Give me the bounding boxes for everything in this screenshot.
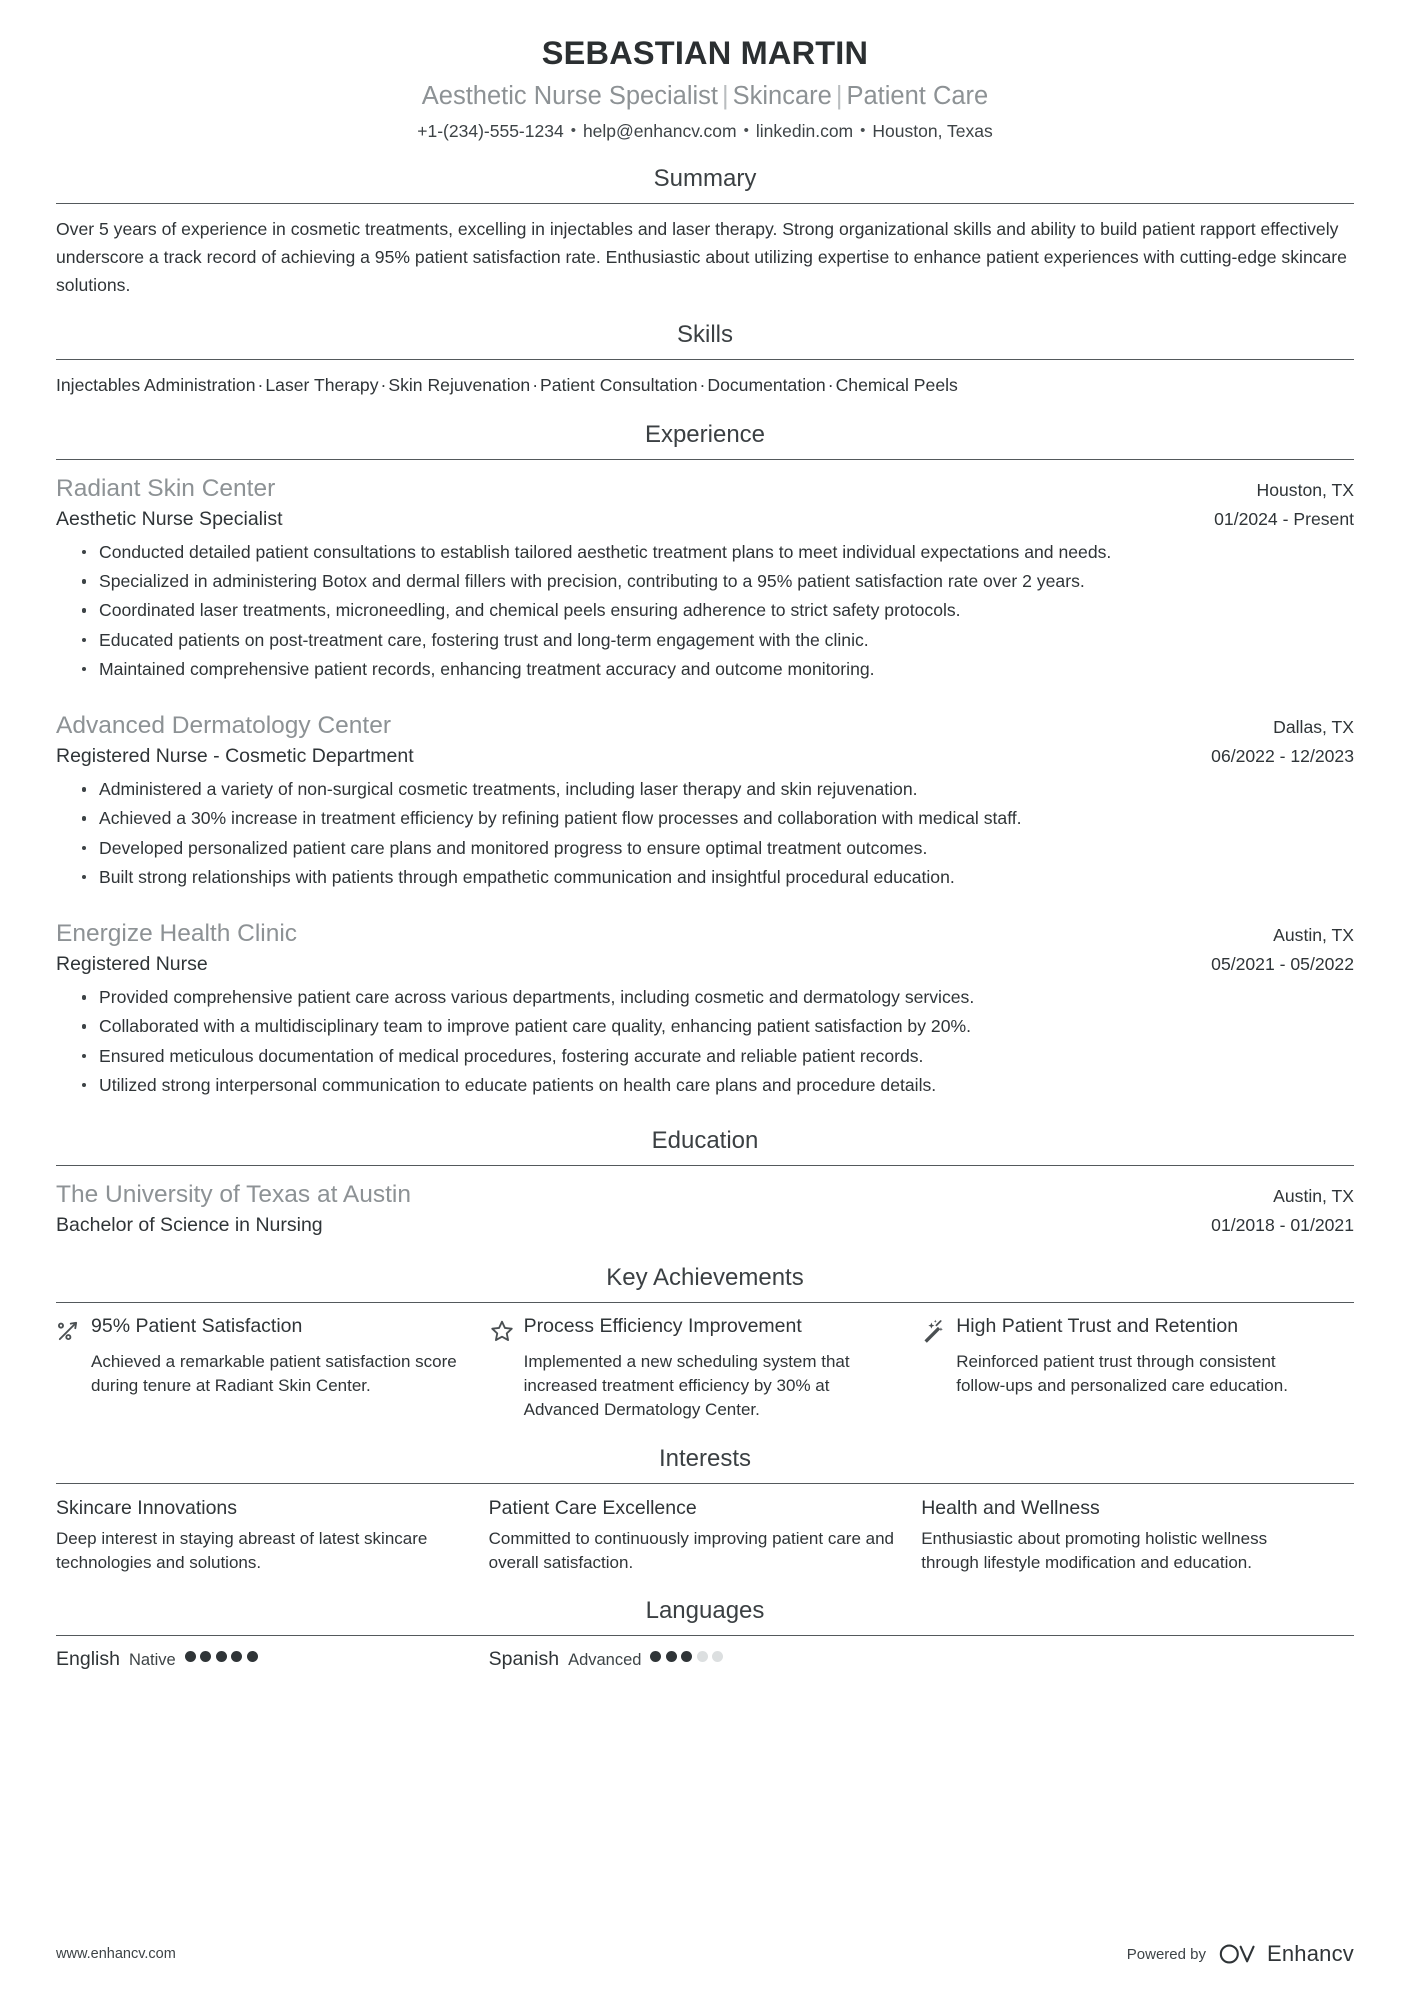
- headline-part-2: Skincare: [732, 81, 832, 110]
- language-item: [56, 1648, 489, 1671]
- skill-separator: ·: [380, 375, 387, 396]
- entry-role: Bachelor of Science in Nursing: [56, 1213, 323, 1236]
- entry-bullet: Maintained comprehensive patient records, enhancing treatment accuracy and outcome monitoring.: [82, 656, 1354, 682]
- entry-bullet: Conducted detailed patient consultations to establish tailored aesthetic treatment plans to meet individual expectations and needs.: [82, 539, 1354, 565]
- powered-by-label: Powered by: [1126, 1945, 1206, 1963]
- experience-entry: [56, 919, 1354, 1105]
- enhancv-mark-icon: [1218, 1941, 1260, 1967]
- footer-url[interactable]: www.enhancv.com: [56, 1946, 176, 1962]
- contact-website[interactable]: linkedin.com: [755, 121, 854, 142]
- star-outline-icon: [489, 1318, 515, 1344]
- interest-description: Committed to continuously improving patient care and overall satisfaction.: [488, 1528, 894, 1573]
- headline-part-1: Aesthetic Nurse Specialist: [421, 81, 718, 110]
- achievement-item: [921, 1315, 1354, 1422]
- entry-dates: 06/2022 - 12/2023: [1211, 745, 1354, 766]
- achievement-heading: [921, 1315, 1328, 1344]
- interest-item: [489, 1496, 922, 1576]
- section-title-languages: Languages: [645, 1597, 765, 1625]
- experience-entries: [56, 460, 1354, 1105]
- entry-role-row: [56, 505, 1354, 532]
- rating-dot-filled: [200, 1651, 211, 1662]
- page-footer: [56, 1941, 1354, 1967]
- skill-item: Laser Therapy: [265, 375, 379, 396]
- skill-item: Documentation: [707, 375, 826, 396]
- headline-separator-1: |: [722, 81, 729, 110]
- entry-bullet: Utilized strong interpersonal communication to educate patients on health care plans and procedure details.: [82, 1072, 1354, 1098]
- interest-description: Enthusiastic about promoting holistic wellness through lifestyle modification and education.: [921, 1528, 1268, 1573]
- skill-separator: ·: [532, 375, 539, 396]
- section-title-experience: Experience: [644, 420, 766, 448]
- achievement-description: Reinforced patient trust through consistent follow-ups and personalized care education.: [956, 1352, 1288, 1396]
- entry-bullet: Developed personalized patient care plans and monitored progress to ensure optimal treatment outcomes.: [82, 835, 1354, 861]
- entry-role: Registered Nurse: [56, 952, 208, 975]
- entry-bullet-list: [56, 776, 1354, 890]
- achievement-title: 95% Patient Satisfaction: [91, 1315, 303, 1338]
- achievements-grid: [56, 1315, 1354, 1422]
- language-level: Advanced: [568, 1651, 642, 1670]
- section-languages: [56, 1596, 1354, 1671]
- skill-item: Chemical Peels: [835, 375, 958, 396]
- entry-bullet-list: [56, 984, 1354, 1098]
- language-name: English: [56, 1648, 120, 1671]
- entry-location: Houston, TX: [1256, 479, 1354, 500]
- rating-dot-filled: [231, 1651, 242, 1662]
- entry-bullet: Ensured meticulous documentation of medical procedures, fostering accurate and reliable patient records.: [82, 1043, 1354, 1069]
- contact-separator-1: •: [570, 122, 576, 140]
- section-experience: [56, 420, 1354, 1105]
- entry-organization: Radiant Skin Center: [56, 474, 276, 502]
- entry-bullet-list: [56, 539, 1354, 682]
- rating-dot-filled: [666, 1651, 677, 1662]
- entry-bullet: Coordinated laser treatments, microneedling, and chemical peels ensuring adherence to strict safety protocols.: [82, 597, 1354, 623]
- section-title-skills: Skills: [676, 321, 733, 349]
- contact-location: Houston, Texas: [872, 121, 993, 142]
- contact-email[interactable]: help@enhancv.com: [582, 121, 737, 142]
- entry-location: Austin, TX: [1273, 1186, 1354, 1207]
- achievement-description: Implemented a new scheduling system that increased treatment efficiency by 30% at Advanced Dermatology Center.: [523, 1352, 850, 1420]
- skill-item: Patient Consultation: [540, 375, 698, 396]
- entry-location: Austin, TX: [1273, 925, 1354, 945]
- professional-headline: [56, 81, 1354, 112]
- headline-part-3: Patient Care: [846, 81, 989, 110]
- achievement-heading: [489, 1315, 896, 1344]
- page-title: SEBASTIAN MARTIN: [541, 35, 869, 71]
- resume-header: [56, 0, 1354, 143]
- section-key-achievements: [56, 1263, 1354, 1422]
- entry-org-row: [56, 474, 1354, 505]
- entry-role: Aesthetic Nurse Specialist: [56, 507, 283, 530]
- interests-grid: [56, 1496, 1354, 1576]
- skills-list: [56, 372, 1354, 398]
- entry-bullet: Collaborated with a multidisciplinary team to improve patient care quality, enhancing patient satisfaction by 20%.: [82, 1013, 1354, 1039]
- interest-description: Deep interest in staying abreast of latest skincare technologies and solutions.: [56, 1528, 428, 1573]
- section-title-education: Education: [651, 1127, 759, 1155]
- entry-org-row: [56, 1180, 1354, 1211]
- section-title-key-achievements: Key Achievements: [606, 1264, 804, 1292]
- section-interests: [56, 1444, 1354, 1576]
- entry-bullet: Educated patients on post-treatment care, fostering trust and long-term engagement with the clinic.: [82, 627, 1354, 653]
- enhancv-logo: [1218, 1941, 1354, 1967]
- achievement-description: Achieved a remarkable patient satisfaction score during tenure at Radiant Skin Center.: [91, 1352, 457, 1396]
- contact-phone: +1-(234)-555-1234: [417, 121, 564, 142]
- rating-dot-empty: [697, 1651, 708, 1662]
- section-title-summary: Summary: [653, 164, 757, 192]
- experience-entry: [56, 1180, 1354, 1242]
- interest-item: [56, 1496, 489, 1576]
- rating-dot-filled: [216, 1651, 227, 1662]
- entry-dates: 01/2018 - 01/2021: [1211, 1214, 1354, 1235]
- entry-role-row: [56, 950, 1354, 977]
- entry-role-row: [56, 1211, 1354, 1238]
- rating-dot-filled: [247, 1651, 258, 1662]
- achievement-item: [489, 1315, 922, 1422]
- experience-entry: [56, 711, 1354, 897]
- rating-dot-filled: [185, 1651, 196, 1662]
- language-rating-dots: [650, 1651, 723, 1662]
- achievement-item: [56, 1315, 489, 1422]
- language-level: Native: [128, 1651, 176, 1670]
- rating-dot-filled: [650, 1651, 661, 1662]
- experience-entry: [56, 474, 1354, 689]
- entry-organization: The University of Texas at Austin: [56, 1181, 411, 1209]
- entry-organization: Advanced Dermatology Center: [56, 711, 392, 739]
- entry-org-row: [56, 711, 1354, 742]
- interest-title: Skincare Innovations: [56, 1496, 238, 1519]
- entry-bullet: Built strong relationships with patients through empathetic communication and insightful procedural education.: [82, 864, 1354, 890]
- contact-separator-2: •: [743, 122, 749, 140]
- section-title-interests: Interests: [658, 1444, 752, 1472]
- entry-role: Registered Nurse - Cosmetic Department: [56, 744, 414, 767]
- entry-org-row: [56, 919, 1354, 950]
- entry-bullet: Achieved a 30% increase in treatment efficiency by refining patient flow processes and collaboration with medical staff.: [82, 805, 1354, 831]
- contact-separator-3: •: [860, 122, 866, 140]
- entry-bullet: Provided comprehensive patient care across various departments, including cosmetic and dermatology services.: [82, 984, 1354, 1010]
- enhancv-wordmark: Enhancv: [1266, 1941, 1354, 1966]
- entry-dates: 05/2021 - 05/2022: [1211, 953, 1354, 974]
- language-item: [489, 1648, 922, 1671]
- entry-bullet: Administered a variety of non-surgical cosmetic treatments, including laser therapy and skin rejuvenation.: [82, 776, 1354, 802]
- entry-role-row: [56, 742, 1354, 769]
- language-rating-dots: [185, 1651, 258, 1662]
- section-summary: [56, 164, 1354, 299]
- skill-item: Skin Rejuvenation: [388, 375, 531, 396]
- interest-item: [921, 1496, 1354, 1576]
- entry-dates: 01/2024 - Present: [1214, 508, 1354, 529]
- skill-separator: ·: [827, 375, 834, 396]
- languages-grid: [56, 1648, 1354, 1671]
- achievement-heading: [56, 1315, 463, 1344]
- magic-wand-icon: [921, 1318, 947, 1344]
- skill-separator: ·: [257, 375, 264, 396]
- achievement-title: Process Efficiency Improvement: [523, 1315, 802, 1338]
- headline-separator-2: |: [835, 81, 843, 110]
- entry-organization: Energize Health Clinic: [56, 920, 298, 947]
- entry-bullet: Specialized in administering Botox and dermal fillers with precision, contributing to a 95% patient satisfaction rate over 2 years.: [82, 568, 1354, 594]
- interest-title: Health and Wellness: [921, 1496, 1100, 1519]
- section-education: [56, 1126, 1354, 1242]
- rating-dot-empty: [712, 1651, 723, 1662]
- summary-text: Over 5 years of experience in cosmetic treatments, excelling in injectables and laser therapy. Strong organizational skills and ability to build patient rapport effectively underscore a track record of achieving a 95% patient satisfaction rate. Enthusiastic about utilizing expertise to enhance patient experiences with cutting-edge skincare solutions.: [56, 218, 1347, 295]
- interest-title: Patient Care Excellence: [488, 1496, 697, 1519]
- language-name: Spanish: [488, 1648, 560, 1671]
- skill-separator: ·: [699, 375, 706, 396]
- achievement-title: High Patient Trust and Retention: [956, 1315, 1239, 1338]
- rating-dot-filled: [681, 1651, 692, 1662]
- education-entries: [56, 1166, 1354, 1242]
- percent-arrow-icon: [56, 1318, 82, 1344]
- entry-location: Dallas, TX: [1273, 716, 1354, 737]
- section-skills: [56, 320, 1354, 398]
- skill-item: Injectables Administration: [56, 375, 256, 396]
- contact-line: [56, 120, 1354, 143]
